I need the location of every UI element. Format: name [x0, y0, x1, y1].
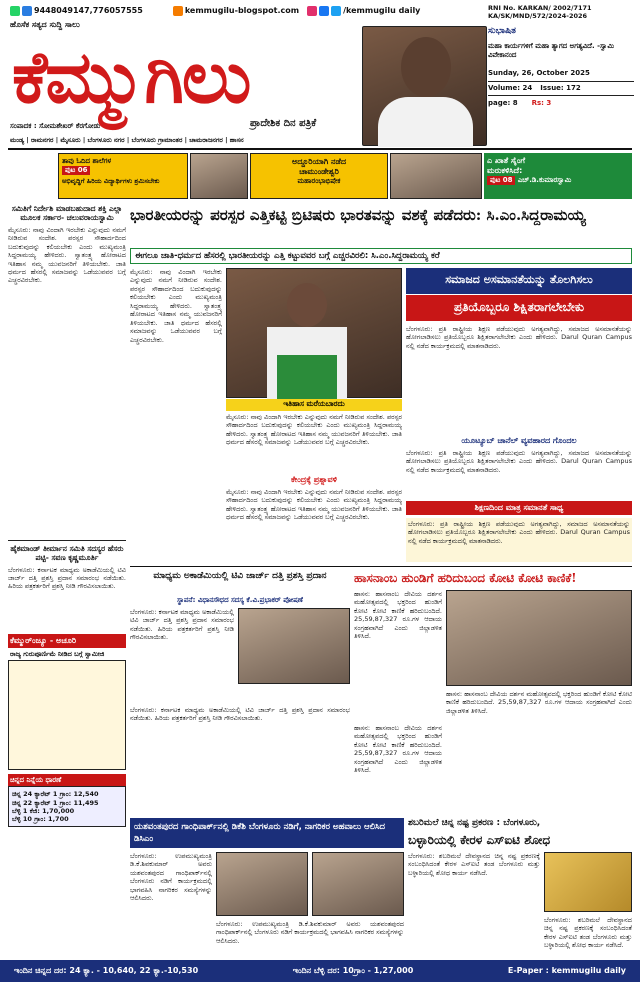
main-story-photo	[226, 268, 402, 398]
promo3-line3: ಎಚ್.ಡಿ.ಕುಮಾರಸ್ವಾಮಿ	[517, 176, 572, 184]
left-body: ಮೈಸೂರು: ನಾವು ವಿಂದಾಗಿ ಇರಬೇಕು ಎನ್ನುವುದು ನಮಗೆ ನೀಡಿರುವ ಸಂದೇಶ. ಪರಸ್ಪರ ಸೌಹಾರ್ದದಿಂದ ಬದುಕುವುದನ್ನು ಕಲಿಯಬೇಕು ಎಂದು ಮುಖ್ಯಮಂತ್ರಿ ಸಿದ್ದರಾಮಯ್ಯ ಹೇಳಿದರು. ಸ್ವಾತಂತ್ರ್ಯ ಹೋರಾಟದ ಇತಿಹಾಸ ನಮ್ಮ ಯುವಜನರಿಗೆ ತಿಳಿಯಬೇಕು. ಜಾತಿ ಧರ್ಮದ ಹೆಸರಲ್ಲಿ ಸಮಾಜವನ್ನು ಒಡೆಯುವವರ ಬಗ್ಗೆ ಎಚ್ಚರವಿರಬೇಕು.	[8, 225, 126, 285]
promo-chamundeshwari[interactable]	[250, 153, 388, 199]
main-subhead: ಈಗಲೂ ಜಾತಿ-ಧರ್ಮದ ಹೆಸರಲ್ಲಿ ಭಾರತೀಯರನ್ನು ಎತ್ತಿ ಕಟ್ಟುವವರ ಬಗ್ಗೆ ಎಚ್ಚರವಿರಲಿ: ಸಿ.ಎಂ.ಸಿದ್ದರಾಮಯ್ಯ ಕರೆ	[130, 248, 632, 264]
header-divider	[8, 148, 632, 150]
promo3-page-badge: ಪುಟ 08	[487, 176, 515, 185]
promo1-line1: ತಾವು ಓದಿದ ಶಾಲೆಗಳ	[62, 157, 112, 165]
market-box	[8, 786, 126, 827]
right-body-2: ಬೆಂಗಳೂರು: ಪ್ರತಿ ರಾಷ್ಟ್ರೀಯ ಶಿಕ್ಷಣ ಪಡೆಯುವುದು ಅಗತ್ಯವಾಗಿದ್ದು, ಸಮಾಜದ ಅಸಮಾನತೆಯನ್ನು ಹೋಗಲಾಡಿಸಲು ಪ್ರತಿಯೊಬ್ಬರೂ ಶಿಕ್ಷಿತರಾಗಲೇಬೇಕು ಎಂದು ಹೇಳಿದರು. Darul Quran Campus ನಲ್ಲಿ ನಡೆದ ಕಾರ್ಯಕ್ರಮದಲ್ಲಿ ಮಾತನಾಡಿದರು.	[406, 449, 632, 474]
photo-caption: ಇತಿಹಾಸ ಮರೆಯಬಾರದು	[226, 399, 402, 411]
city-list: ಮಂಡ್ಯ | ರಾಮನಗರ | ಮೈಸೂರು | ಬೆಂಗಳೂರು ನಗರ | ಬೆಂಗಳೂರು ಗ್ರಾಮಾಂತರ | ಚಾಮರಾಜನಗರ | ಹಾಸನ	[10, 136, 244, 144]
right-headline-1: ಸಮಾಜದ ಅಸಮಾನತೆಯನ್ನು ತೊಲಗಿಸಲು	[406, 268, 632, 294]
main-headline: ಭಾರತೀಯರನ್ನು ಪರಸ್ಪರ ಎತ್ತಿಕಟ್ಟಿ ಬ್ರಿಟಿಷರು ಭಾರತವನ್ನು ವಶಕ್ಕೆ ಪಡೆದರು: ಸಿ.ಎಂ.ಸಿದ್ದರಾಮಯ್ಯ	[130, 206, 586, 224]
bottom-left-photo-1	[216, 852, 308, 916]
middle-body-col1: ಬೆಂಗಳೂರು: ಕರ್ನಾಟಕ ಮಾಧ್ಯಮ ಅಕಾಡೆಮಿಯಲ್ಲಿ ಟಿವಿ ಜಾರ್ಜ್ ದತ್ತಿ ಪ್ರಶಸ್ತಿ ಪ್ರದಾನ ಸಮಾರಂಭ ನಡೆಯಿತು. ಹಿರಿಯ ಪತ್ರಕರ್ತರಿಗೆ ಪ್ರಶಸ್ತಿ ನೀಡಿ ಗೌರವಿಸಲಾಯಿತು.	[130, 608, 234, 642]
editor-line: ಸಂಪಾದಕ : ಸೋಮಶೇಖರ್ ಕೆರಗೋಡು	[10, 122, 101, 130]
promo-photo-1	[190, 153, 248, 199]
hasanamba-body-col1: ಹಾಸನ: ಹಾಸನಾಂಬ ದೇವಿಯ ದರ್ಶನ ಮಹೋತ್ಸವದಲ್ಲಿ ಭಕ್ತರಿಂದ ಹುಂಡಿಗೆ ಕೋಟಿ ಕೋಟಿ ಕಾಣಿಕೆ ಹರಿದುಬಂದಿದೆ. 25,59,87,327 ರೂ.ಗಳ ಆದಾಯ ಸಂಗ್ರಹವಾಗಿದೆ ಎಂದು ಜಿಲ್ಲಾಡಳಿತ ತಿಳಿಸಿದೆ.	[354, 590, 442, 641]
cartoon-image	[8, 660, 126, 770]
promo-kumaraswamy[interactable]	[484, 153, 632, 199]
kicker-center: ಕೇಂದ್ರಕ್ಕೆ ಪ್ರಶ್ನಾವಳಿ	[290, 475, 338, 484]
hasanamba-body-col2: ಹಾಸನ: ಹಾಸನಾಂಬ ದೇವಿಯ ದರ್ಶನ ಮಹೋತ್ಸವದಲ್ಲಿ ಭಕ್ತರಿಂದ ಹುಂಡಿಗೆ ಕೋಟಿ ಕೋಟಿ ಕಾಣಿಕೆ ಹರಿದುಬಂದಿದೆ. 25,59,87,327 ರೂ.ಗಳ ಆದಾಯ ಸಂಗ್ರಹವಾಗಿದೆ ಎಂದು ಜಿಲ್ಲಾಡಳಿತ ತಿಳಿಸಿದೆ.	[446, 690, 632, 715]
left-body-2: ಬೆಂಗಳೂರು: ಕರ್ನಾಟಕ ಮಾಧ್ಯಮ ಅಕಾಡೆಮಿಯಲ್ಲಿ ಟಿವಿ ಜಾರ್ಜ್ ದತ್ತಿ ಪ್ರಶಸ್ತಿ ಪ್ರದಾನ ಸಮಾರಂಭ ನಡೆಯಿತು. ಹಿರಿಯ ಪತ್ರಕರ್ತರಿಗೆ ಪ್ರಶಸ್ತಿ ನೀಡಿ ಗೌರವಿಸಲಾಯಿತು.	[8, 565, 126, 591]
bottom-left-body-col2: ಬೆಂಗಳೂರು: ಉಪಮುಖ್ಯಮಂತ್ರಿ ಡಿ.ಕೆ.ಶಿವಕುಮಾರ್ ಅವರು ಯಶವಂತಪುರದ ಗಾಂಧಿಪಾರ್ಕ್‌ನಲ್ಲಿ ಬೆಂಗಳೂರು ನಡಿಗೆ ಕಾರ್ಯಕ್ರಮದಲ್ಲಿ ಭಾಗವಹಿಸಿ ನಾಗರಿಕರ ಸಮಸ್ಯೆಗಳನ್ನು ಆಲಿಸಿದರು.	[216, 920, 404, 945]
newspaper-subtitle: ಪ್ರಾದೇಶಿಕ ದಿನ ಪತ್ರಿಕೆ	[250, 118, 317, 129]
left-headline: ಸಮಿತಿಗೆ ನಿರ್ದೇಶಿ ಮಾಡಬಹುದಾದ ಶಕ್ತಿ ಎಲ್ಲಾ ಮೂಲಕ ಸರ್ಕಾರ- ಚಲುವರಾಯಸ್ವಾಮಿ	[11, 204, 123, 223]
hasanamba-body-col3: ಹಾಸನ: ಹಾಸನಾಂಬ ದೇವಿಯ ದರ್ಶನ ಮಹೋತ್ಸವದಲ್ಲಿ ಭಕ್ತರಿಂದ ಹುಂಡಿಗೆ ಕೋಟಿ ಕೋಟಿ ಕಾಣಿಕೆ ಹರಿದುಬಂದಿದೆ. 25,59,87,327 ರೂ.ಗಳ ಆದಾಯ ಸಂಗ್ರಹವಾಗಿದೆ ಎಂದು ಜಿಲ್ಲಾಡಳಿತ ತಿಳಿಸಿದೆ.	[354, 724, 442, 775]
cartoon-caption: ರಾಜ್ಯ ಗುರುಪೂರ್ಣಿಮೆ ನೀಡಿದ ಬಗ್ಗೆ ಸ್ವಾಮೀಜಿ	[10, 649, 105, 658]
price: Rs: 3	[531, 98, 552, 107]
blogger-icon	[173, 6, 183, 16]
whatsapp-icon	[10, 6, 20, 16]
promo-photo-2	[390, 153, 482, 199]
volume-number: Volume: 24	[488, 83, 533, 92]
bottom-left-photo-2	[312, 852, 404, 916]
promo1-line2: ಅಭಿವೃದ್ಧಿಗೆ ಹಿರಿಯ ವಿದ್ಯಾರ್ಥಿಗಳು ಶ್ರಮಿಸಬೇಕು	[62, 176, 160, 185]
facebook-icon	[319, 6, 329, 16]
tagline: ಹೊಸೆಕ ಸತ್ಯದ ಸುದ್ದಿ ಸಾಲು	[10, 20, 80, 29]
shirt-shape	[378, 97, 473, 147]
section-divider	[130, 566, 632, 567]
footer-gold-rate: ಇಂದಿನ ಚಿನ್ನದ ದರ: 24 ಕ್ಯಾ. - 10,640, 22 ಕ್ಯಾ.-10,530	[14, 966, 199, 975]
header-info	[488, 4, 634, 107]
hasanamba-photo	[446, 590, 632, 686]
bottom-right-body: ಬೆಂಗಳೂರು: ಶಬರಿಮಲೆ ದೇವಸ್ಥಾನದ ಚಿನ್ನ ನಷ್ಟ ಪ್ರಕರಣಕ್ಕೆ ಸಂಬಂಧಿಸಿದಂತೆ ಕೇರಳ ಎಸ್‌ಐಟಿ ತಂಡ ಬೆಂಗಳೂರು ಮತ್ತು ಬಳ್ಳಾರಿಯಲ್ಲಿ ಶೋಧ ಕಾರ್ಯ ನಡೆಸಿದೆ.	[408, 852, 540, 877]
bottom-left-headline: ಯಶವಂತಪುರದ ಗಾಂಧಿಪಾರ್ಕ್‌ನಲ್ಲಿ ಡಿಕೆಶಿ ಬೆಂಗಳೂರು ನಡಿಗೆ, ನಾಗರಿಕರ ಅಹವಾಲು ಆಲಿಸಿದ ಡಿಸಿಎಂ	[130, 818, 404, 848]
gold-photo	[544, 852, 632, 912]
market-row: ಬೆಳ್ಳಿ 1 ಕೆಜಿ: 1,70,000	[12, 806, 75, 815]
main-body-col3: ಮೈಸೂರು: ನಾವು ವಿಂದಾಗಿ ಇರಬೇಕು ಎನ್ನುವುದು ನಮಗೆ ನೀಡಿರುವ ಸಂದೇಶ. ಪರಸ್ಪರ ಸೌಹಾರ್ದದಿಂದ ಬದುಕುವುದನ್ನು ಕಲಿಯಬೇಕು ಎಂದು ಮುಖ್ಯಮಂತ್ರಿ ಸಿದ್ದರಾಮಯ್ಯ ಹೇಳಿದರು. ಸ್ವಾತಂತ್ರ್ಯ ಹೋರಾಟದ ಇತಿಹಾಸ ನಮ್ಮ ಯುವಜನರಿಗೆ ತಿಳಿಯಬೇಕು. ಜಾತಿ ಧರ್ಮದ ಹೆಸರಲ್ಲಿ ಸಮಾಜವನ್ನು ಒಡೆಯುವವರ ಬಗ್ಗೆ ಎಚ್ಚರವಿರಬೇಕು.	[226, 488, 402, 522]
phone-icon	[22, 6, 32, 16]
footer-bar	[0, 960, 640, 982]
bottom-left-body-col1: ಬೆಂಗಳೂರು: ಉಪಮುಖ್ಯಮಂತ್ರಿ ಡಿ.ಕೆ.ಶಿವಕುಮಾರ್ ಅವರು ಯಶವಂತಪುರದ ಗಾಂಧಿಪಾರ್ಕ್‌ನಲ್ಲಿ ಬೆಂಗಳೂರು ನಡಿಗೆ ಕಾರ್ಯಕ್ರಮದಲ್ಲಿ ಭಾಗವಹಿಸಿ ನಾಗರಿಕರ ಸಮಸ್ಯೆಗಳನ್ನು ಆಲಿಸಿದರು.	[130, 852, 212, 903]
subhashita-text: ಮಹಾ ಕಾರ್ಯಗಳಿಗೆ ಮಹಾ ತ್ಯಾಗದ ಅಗತ್ಯವಿದೆ. -ಸ್ವಾಮಿ ವಿವೇಕಾನಂದ	[488, 41, 615, 60]
middle-body-col2: ಬೆಂಗಳೂರು: ಕರ್ನಾಟಕ ಮಾಧ್ಯಮ ಅಕಾಡೆಮಿಯಲ್ಲಿ ಟಿವಿ ಜಾರ್ಜ್ ದತ್ತಿ ಪ್ರಶಸ್ತಿ ಪ್ರದಾನ ಸಮಾರಂಭ ನಡೆಯಿತು. ಹಿರಿಯ ಪತ್ರಕರ್ತರಿಗೆ ಪ್ರಶಸ್ತಿ ನೀಡಿ ಗೌರವಿಸಲಾಯಿತು.	[130, 706, 350, 723]
bottom-right-headline: ಬಳ್ಳಾರಿಯಲ್ಲಿ ಕೇರಳ ಎಸ್‌ಐಟಿ ಶೋಧ	[408, 833, 551, 847]
phone-number: 9448049147,776057555	[34, 6, 143, 15]
right-box-headline: ಶಿಕ್ಷಣದಿಂದ ಮಾತ್ರ ಸಮಾನತೆ ಸಾಧ್ಯ	[406, 501, 632, 515]
twitter-icon	[331, 6, 341, 16]
right-kicker: ಯೂಟ್ಯೂಬ್ ಚಾನೆಲ್ ವ್ಯವಹಾರದ ಗೊಂದಲ	[461, 436, 577, 445]
right-headline-2: ಪ್ರತಿಯೊಬ್ಬರೂ ಶಿಕ್ಷಿತರಾಗಲೇಬೇಕು	[406, 295, 632, 321]
promo3-line1: ಎ ಖಾತೆ ಸೈಂಗೆ	[487, 156, 526, 165]
middle-subhead: ಸ್ಥಾಪನೆ: ವಿಧಾನಸೌಧದ ಸದಸ್ಯ ಕೆ.ವಿ.ಪ್ರಭಾಕರ್ ಪೋಷಣೆ	[177, 596, 303, 604]
right-box-body: ಬೆಂಗಳೂರು: ಪ್ರತಿ ರಾಷ್ಟ್ರೀಯ ಶಿಕ್ಷಣ ಪಡೆಯುವುದು ಅಗತ್ಯವಾಗಿದ್ದು, ಸಮಾಜದ ಅಸಮಾನತೆಯನ್ನು ಹೋಗಲಾಡಿಸಲು ಪ್ರತಿಯೊಬ್ಬರೂ ಶಿಕ್ಷಿತರಾಗಲೇಬೇಕು ಎಂದು ಹೇಳಿದರು. Darul Quran Campus ನಲ್ಲಿ ನಡೆದ ಕಾರ್ಯಕ್ರಮದಲ್ಲಿ ಮಾತನಾಡಿದರು.	[406, 518, 632, 562]
left-headline-2: ಹೈಕಮಾಂಡ್ ತೀರ್ಮಾನ ಸಮಿತಿ ಸದಸ್ಯರ ಹೆಸರು ಪಟ್ಟಿ- ಸವಣ ಕೃಷ್ಣಮೂರ್ತಿ	[8, 540, 126, 563]
promo2-line2: ಚಾಮುಂಡೇಶ್ವರಿ	[299, 167, 339, 176]
middle-photo	[238, 608, 350, 684]
main-body-col2: ಮೈಸೂರು: ನಾವು ವಿಂದಾಗಿ ಇರಬೇಕು ಎನ್ನುವುದು ನಮಗೆ ನೀಡಿರುವ ಸಂದೇಶ. ಪರಸ್ಪರ ಸೌಹಾರ್ದದಿಂದ ಬದುಕುವುದನ್ನು ಕಲಿಯಬೇಕು ಎಂದು ಮುಖ್ಯಮಂತ್ರಿ ಸಿದ್ದರಾಮಯ್ಯ ಹೇಳಿದರು. ಸ್ವಾತಂತ್ರ್ಯ ಹೋರಾಟದ ಇತಿಹಾಸ ನಮ್ಮ ಯುವಜನರಿಗೆ ತಿಳಿಯಬೇಕು. ಜಾತಿ ಧರ್ಮದ ಹೆಸರಲ್ಲಿ ಸಮಾಜವನ್ನು ಒಡೆಯುವವರ ಬಗ್ಗೆ ಎಚ್ಚರವಿರಬೇಕು.	[226, 413, 402, 447]
speaker-head	[287, 283, 327, 327]
masthead	[12, 36, 362, 126]
left-column	[8, 204, 126, 827]
promo1-page-badge: ಪುಟ 06	[62, 166, 90, 175]
rni-number: RNI No. KARKAN/ 2002/7171 KA/SK/MND/572/2024-2026	[488, 4, 592, 21]
middle-headline: ಮಾಧ್ಯಮ ಅಕಾಡೆಮಿಯಲ್ಲಿ ಟಿವಿ ಜಾರ್ಜ್ ದತ್ತಿ ಪ್ರಶಸ್ತಿ ಪ್ರದಾನ	[153, 571, 327, 581]
page-count: page: 8	[488, 98, 518, 107]
newspaper-title: ಕೆಮ್ಮುಗಿಲು	[12, 34, 250, 119]
footer-epaper[interactable]: E-Paper : kemmugilu daily	[507, 966, 626, 975]
right-body: ಬೆಂಗಳೂರು: ಪ್ರತಿ ರಾಷ್ಟ್ರೀಯ ಶಿಕ್ಷಣ ಪಡೆಯುವುದು ಅಗತ್ಯವಾಗಿದ್ದು, ಸಮಾಜದ ಅಸಮಾನತೆಯನ್ನು ಹೋಗಲಾಡಿಸಲು ಪ್ರತಿಯೊಬ್ಬರೂ ಶಿಕ್ಷಿತರಾಗಲೇಬೇಕು ಎಂದು ಹೇಳಿದರು. Darul Quran Campus ನಲ್ಲಿ ನಡೆದ ಕಾರ್ಯಕ್ರಮದಲ್ಲಿ ಮಾತನಾಡಿದರು.	[406, 325, 632, 350]
promo2-line3: ಮಹಾರಂಭಾಭಿಷೇಕ	[297, 177, 341, 185]
market-row: ಚಿನ್ನ 22 ಕ್ಯಾರೆಟ್ 1 ಗ್ರಾಂ: 11,495	[12, 798, 99, 807]
market-row: ಚಿನ್ನ 24 ಕ್ಯಾರೆಟ್ 1 ಗ್ರಾಂ: 12,540	[12, 790, 99, 799]
promo2-line1: ಅದ್ದೂರಿಯಾಗಿ ನಡೆದ	[291, 157, 347, 166]
issue-number: Issue: 172	[540, 83, 581, 92]
podium-shape	[277, 355, 337, 399]
cartoon-title: ಕೆಮ್ಮುರ್ಂಜ್ಯೂ - ಅಚೂರಿ	[8, 634, 126, 648]
footer-silver-rate: ಇಂದಿನ ಬೆಳ್ಳಿ ದರ: 10ಗ್ರಾಂ - 1,27,000	[292, 966, 414, 975]
promo-schools[interactable]	[58, 153, 188, 199]
bottom-right-body-2: ಬೆಂಗಳೂರು: ಶಬರಿಮಲೆ ದೇವಸ್ಥಾನದ ಚಿನ್ನ ನಷ್ಟ ಪ್ರಕರಣಕ್ಕೆ ಸಂಬಂಧಿಸಿದಂತೆ ಕೇರಳ ಎಸ್‌ಐಟಿ ತಂಡ ಬೆಂಗಳೂರು ಮತ್ತು ಬಳ್ಳಾರಿಯಲ್ಲಿ ಶೋಧ ಕಾರ್ಯ ನಡೆಸಿದೆ.	[544, 916, 632, 950]
promo3-line2: ಮರುಕಳಿಸಿದೆ:	[487, 166, 523, 175]
bottom-right-kicker: ಶಬರಿಮಲೆ ಚಿನ್ನ ನಷ್ಟ ಪ್ರಕರಣ : ಬೆಂಗಳೂರು,	[408, 818, 541, 828]
market-row: ಬೆಳ್ಳಿ 10 ಗ್ರಾಂ: 1,700	[12, 814, 69, 823]
face-shape	[401, 37, 451, 97]
instagram-icon	[307, 6, 317, 16]
issue-date: Sunday, 26, October 2025	[488, 69, 590, 78]
portrait-photo	[362, 26, 487, 146]
subhashita-label: ಸುಭಾಷಿತ	[488, 26, 516, 37]
social-handle[interactable]: /kemmugilu daily	[343, 6, 421, 15]
hasanamba-headline: ಹಾಸನಾಂಬ ಹುಂಡಿಗೆ ಹರಿದುಬಂದ ಕೋಟಿ ಕೋಟಿ ಕಾಣಿಕೆ!	[354, 571, 577, 585]
market-title: ಚಿನ್ನದ ನಿನ್ನೆಯ ಧಾರಣೆ	[8, 774, 126, 787]
main-body-col1: ಮೈಸೂರು: ನಾವು ವಿಂದಾಗಿ ಇರಬೇಕು ಎನ್ನುವುದು ನಮಗೆ ನೀಡಿರುವ ಸಂದೇಶ. ಪರಸ್ಪರ ಸೌಹಾರ್ದದಿಂದ ಬದುಕುವುದನ್ನು ಕಲಿಯಬೇಕು ಎಂದು ಮುಖ್ಯಮಂತ್ರಿ ಸಿದ್ದರಾಮಯ್ಯ ಹೇಳಿದರು. ಸ್ವಾತಂತ್ರ್ಯ ಹೋರಾಟದ ಇತಿಹಾಸ ನಮ್ಮ ಯುವಜನರಿಗೆ ತಿಳಿಯಬೇಕು. ಜಾತಿ ಧರ್ಮದ ಹೆಸರಲ್ಲಿ ಸಮಾಜವನ್ನು ಒಡೆಯುವವರ ಬಗ್ಗೆ ಎಚ್ಚರವಿರಬೇಕು.	[130, 268, 222, 344]
blog-url[interactable]: kemmugilu-blogspot.com	[184, 6, 300, 15]
